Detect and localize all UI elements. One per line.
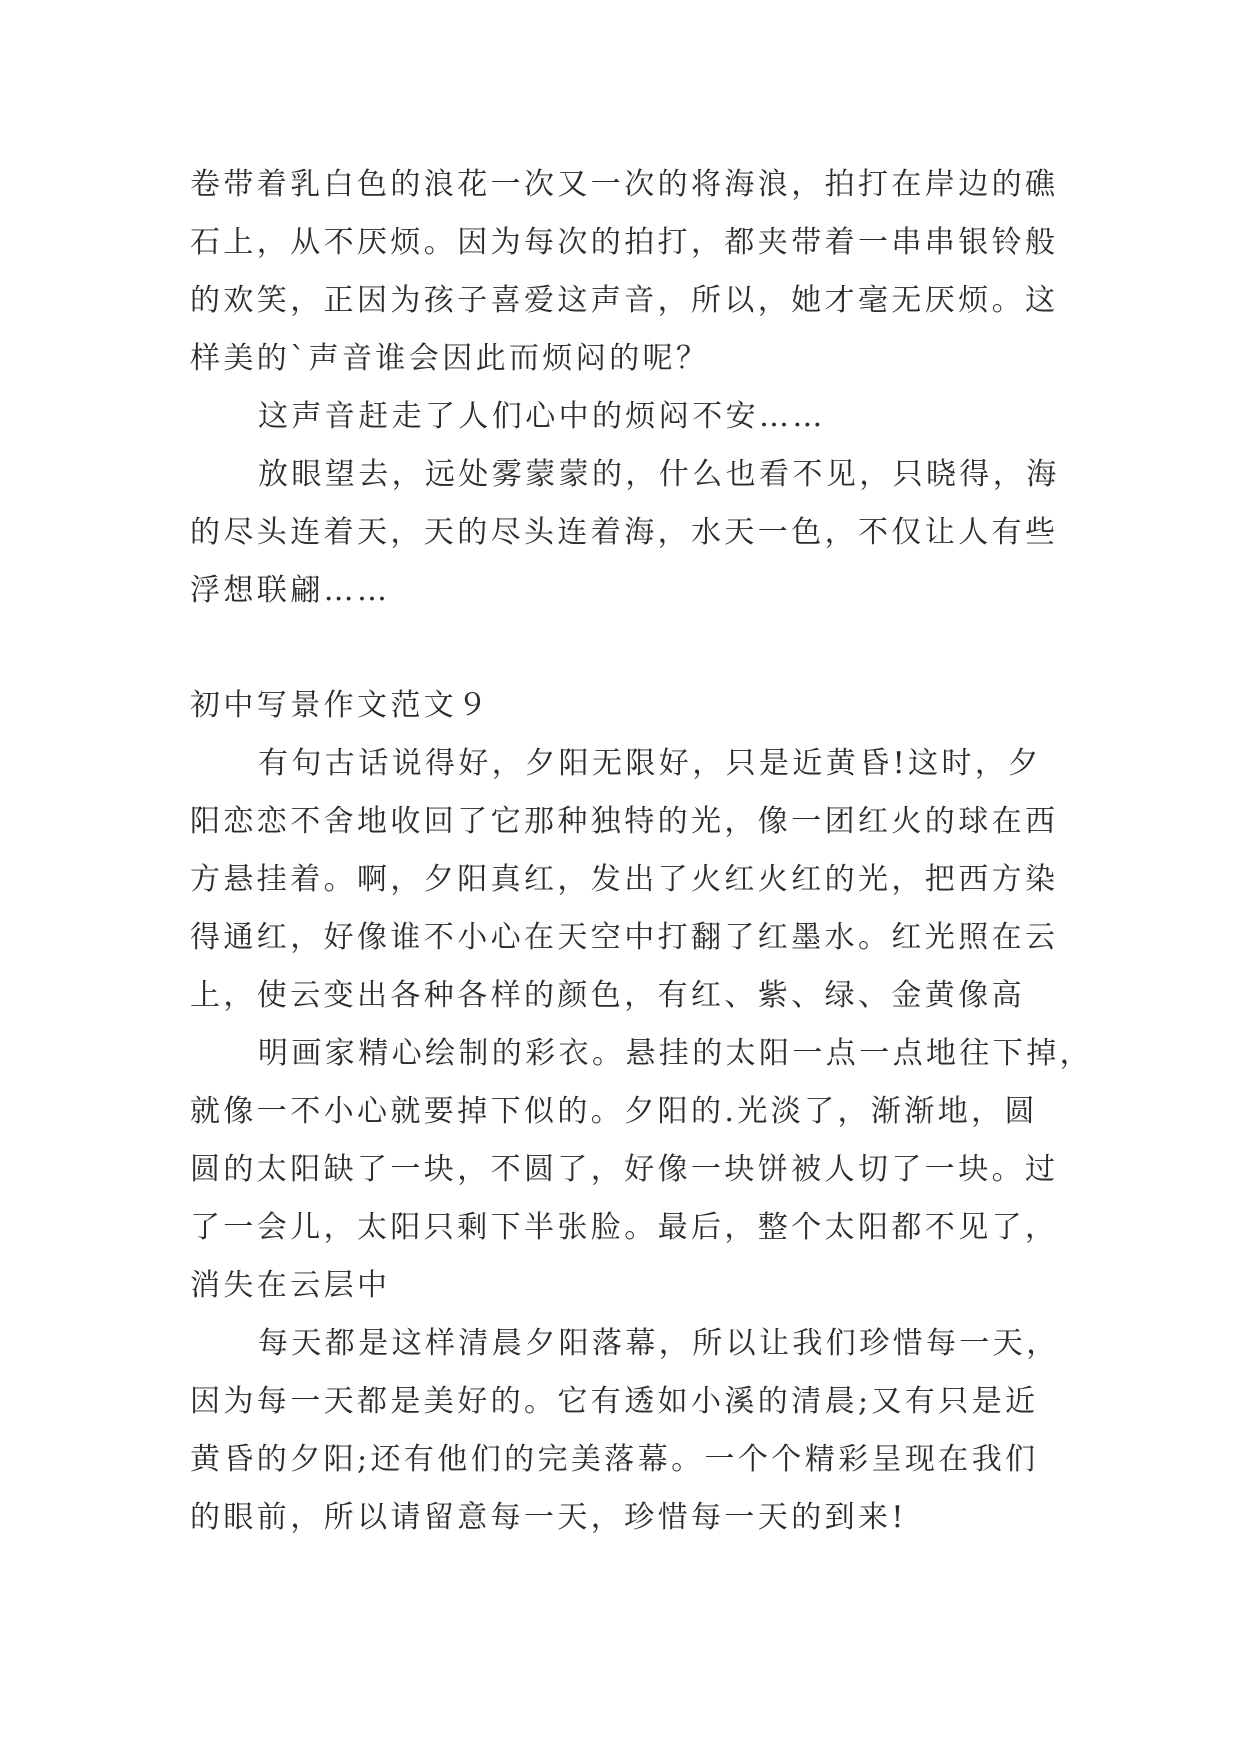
text-line: 黄昏的夕阳;还有他们的完美落幕。一个个精彩呈现在我们 — [190, 1442, 1039, 1477]
text-line: 方悬挂着。啊，夕阳真红，发出了火红火红的光，把西方染 — [190, 862, 1059, 897]
text-line: 了一会儿，太阳只剩下半张脸。最后，整个太阳都不见了， — [190, 1210, 1059, 1245]
text-line: 有句古话说得好，夕阳无限好，只是近黄昏!这时，夕 — [258, 746, 1042, 781]
text-line: 卷带着乳白色的浪花一次又一次的将海浪，拍打在岸边的礁 — [190, 167, 1059, 202]
text-line: 的尽头连着天，天的尽头连着海，水天一色，不仅让人有些 — [190, 515, 1059, 550]
text-line: 明画家精心绘制的彩衣。悬挂的太阳一点一点地往下掉， — [258, 1036, 1093, 1071]
text-line: 的眼前，所以请留意每一天，珍惜每一天的到来! — [190, 1500, 907, 1535]
text-line: 放眼望去，远处雾蒙蒙的，什么也看不见，只晓得，海 — [258, 457, 1060, 492]
text-line: 得通红，好像谁不小心在天空中打翻了红墨水。红光照在云 — [190, 920, 1059, 955]
text-line: 上，使云变出各种各样的颜色，有红、紫、绿、金黄像高 — [190, 978, 1025, 1013]
text-line: 消失在云层中 — [190, 1268, 391, 1303]
text-line: 阳恋恋不舍地收回了它那种独特的光，像一团红火的球在西 — [190, 804, 1059, 839]
text-line: 就像一不小心就要掉下似的。夕阳的.光淡了，渐渐地，圆 — [190, 1094, 1038, 1129]
text-line: 圆的太阳缺了一块，不圆了，好像一块饼被人切了一块。过 — [190, 1152, 1059, 1187]
text-line: 这声音赶走了人们心中的烦闷不安…… — [258, 399, 826, 434]
text-line: 的欢笑，正因为孩子喜爱这声音，所以，她才毫无厌烦。这 — [190, 283, 1059, 318]
text-line: 样美的`声音谁会因此而烦闷的呢？ — [190, 341, 710, 376]
text-line: 石上，从不厌烦。因为每次的拍打，都夹带着一串串银铃般 — [190, 225, 1059, 260]
text-line: 因为每一天都是美好的。它有透如小溪的清晨;又有只是近 — [190, 1384, 1039, 1419]
text-line: 浮想联翩…… — [190, 573, 391, 608]
text-line: 每天都是这样清晨夕阳落幕，所以让我们珍惜每一天， — [258, 1326, 1060, 1361]
section-heading: 初中写景作文范文９ — [190, 688, 491, 723]
